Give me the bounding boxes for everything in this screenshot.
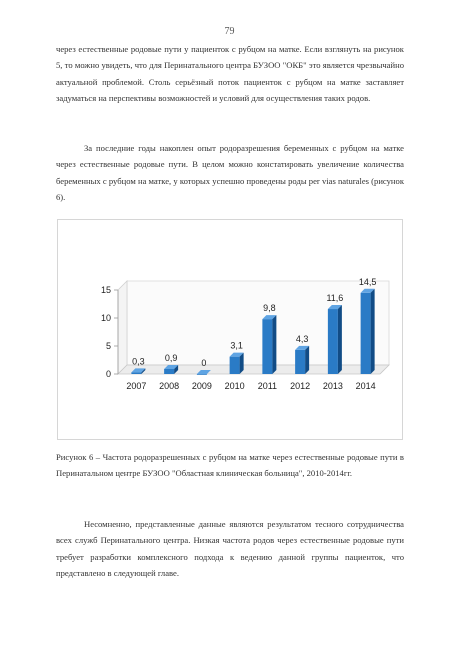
data-label: 4,3 (295, 333, 309, 344)
bar (295, 350, 305, 374)
data-label: 0,9 (164, 352, 178, 363)
bar-side (305, 346, 309, 374)
bar-chart (58, 220, 404, 441)
chart-floor (118, 365, 389, 374)
y-tick-label: 0 (105, 369, 111, 379)
y-tick-label: 5 (105, 341, 111, 351)
chart-side-wall (118, 281, 127, 374)
paragraph-conclusion: Несомненно, представленные данные являются результатом тесного сотрудничества всех служб Перинатального центра. Низкая частота родов через естественные родовые пути требует разработки комплексного подхода к ведению данной группы пациенток, что представлено в следующей главе. (56, 519, 404, 579)
bar-side (272, 315, 276, 374)
bar (164, 369, 174, 374)
x-tick-label: 2008 (159, 381, 180, 391)
data-label: 3,1 (230, 340, 243, 351)
x-tick-label: 2011 (257, 381, 278, 391)
paragraph-intro: через естественные родовые пути у пациенток с рубцом на матке. Если взглянуть на рисунок 5, то можно увидеть, что для Перинатального центра БУЗОО "ОКБ" это является чрезвычайно актуальной проблемой. Столь серьёзный поток пациенток с рубцом на матке заставляет задуматься на перспективы возможностей и условий для осуществления таких родов. (56, 44, 404, 104)
x-tick-label: 2014 (355, 381, 376, 391)
data-label: 0,3 (132, 356, 145, 367)
data-label: 9,8 (263, 303, 276, 314)
y-tick-label: 15 (100, 285, 111, 295)
x-tick-label: 2007 (126, 381, 147, 391)
paragraph-experience: За последние годы накоплен опыт родоразрешения беременных с рубцом на матке через естественные родовые пути. В целом можно констатировать увеличение количества беременных с рубцом на матке, у которых успешно проведены роды per vias naturales (рисунок 6). (56, 143, 404, 203)
y-tick-label: 10 (100, 313, 111, 323)
bar (328, 309, 338, 374)
bar (197, 374, 207, 375)
page-number: 79 (224, 26, 235, 37)
x-tick-label: 2012 (290, 381, 311, 391)
bar-side (371, 289, 375, 374)
x-tick-label: 2009 (191, 381, 212, 391)
figure-caption: Рисунок 6 – Частота родоразрешенных с рубцом на матке через естественные родовые пути в Перинатальном центре БУЗОО "Областная клиническая больница", 2010-2014гг. (56, 452, 404, 479)
x-tick-label: 2013 (322, 381, 343, 391)
data-label: 14,5 (358, 276, 377, 287)
data-label: 11,6 (326, 293, 344, 304)
bar (262, 319, 272, 374)
chart-frame (57, 219, 403, 440)
data-label: 0 (201, 358, 207, 368)
bar (131, 372, 141, 374)
bar (361, 293, 371, 374)
bar (230, 357, 240, 374)
x-tick-label: 2010 (224, 381, 245, 391)
bar-side (338, 305, 342, 374)
